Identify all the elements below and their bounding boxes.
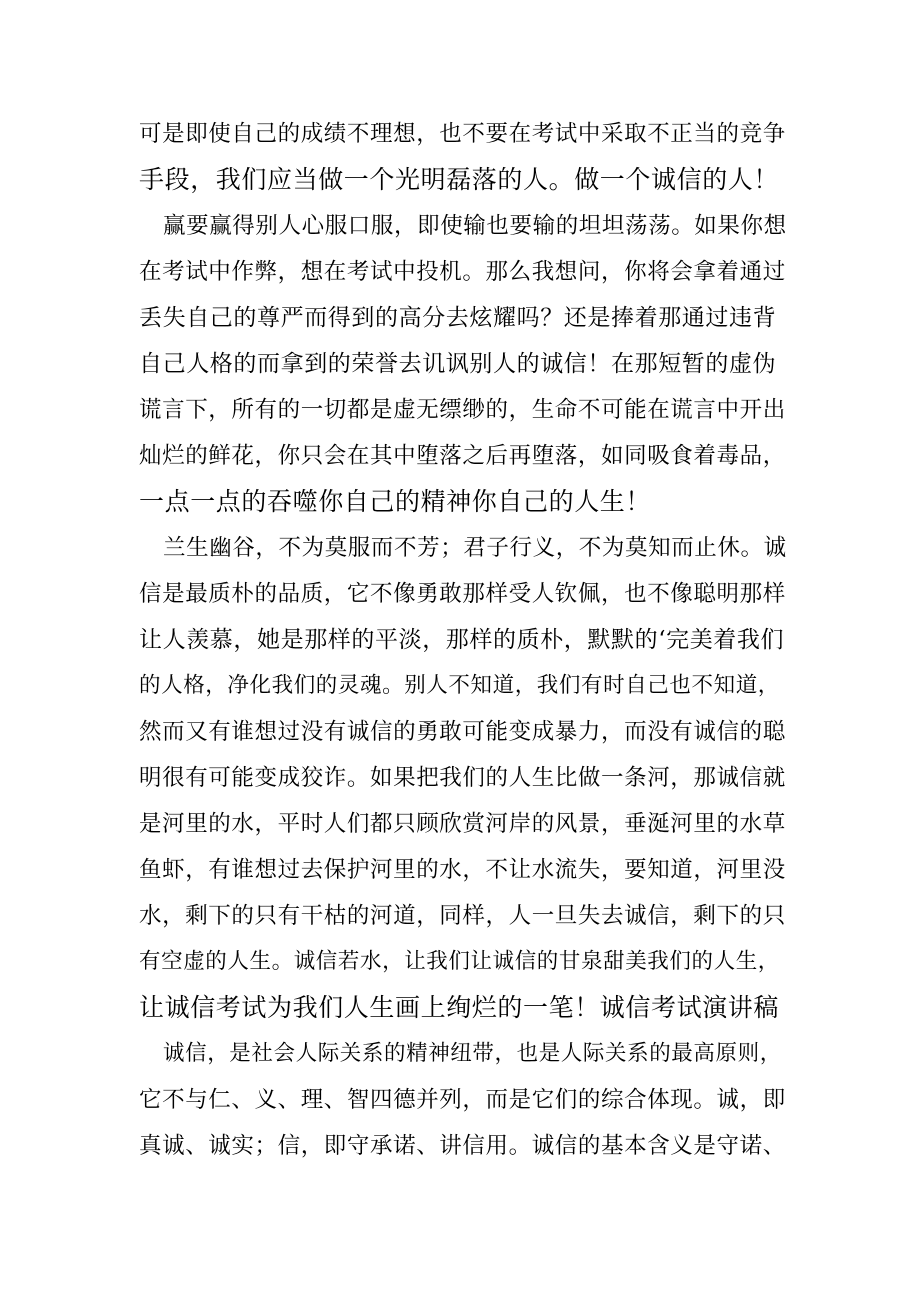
paragraph-start-line: 赢要赢得别人心服口服，即使输也要输的坦坦荡荡。如果你想 xyxy=(163,213,787,239)
text-line: 可是即使自己的成绩不理想，也不要在考试中采取不正当的竞争 xyxy=(139,121,786,147)
paragraph-start-line: 诚信，是社会人际关系的精神纽带，也是人际关系的最高原则， xyxy=(163,1041,782,1066)
text-line: 自己人格的而拿到的荣誉去讥讽别人的诚信！在那短暂的虚伪 xyxy=(139,351,777,377)
text-line: 谎言下，所有的一切都是虚无缥缈的，生命不可能在谎言中开出 xyxy=(139,397,786,423)
text-line: 信是最质朴的品质，它不像勇敢那样受人钦佩，也不像聪明那样 xyxy=(139,581,786,607)
text-line: 是河里的水，平时人们都只顾欣赏河岸的风景，垂涎河里的水草 xyxy=(139,811,786,837)
paragraph-start-line: 兰生幽谷，不为莫服而不芳；君子行义，不为莫知而止休。诚 xyxy=(163,535,787,561)
text-line: 丢失自己的尊严而得到的高分去炫耀吗？还是捧着那通过违背 xyxy=(139,305,777,331)
text-line: 真诚、诚实；信，即守承诺、讲信用。诚信的基本含义是守诺、 xyxy=(139,1133,786,1159)
text-line: 然而又有谁想过没有诚信的勇敢可能变成暴力，而没有诚信的聪 xyxy=(139,719,786,745)
text-line: 灿烂的鲜花，你只会在其中堕落之后再堕落，如同吸食着毒品， xyxy=(139,443,786,469)
text-line: 水，剩下的只有干枯的河道，同样，人一旦失去诚信，剩下的只 xyxy=(139,903,786,929)
text-line: 明很有可能变成狡诈。如果把我们的人生比做一条河，那诚信就 xyxy=(139,765,786,791)
text-line: 让诚信考试为我们人生画上绚烂的一笔！诚信考试演讲稿 xyxy=(139,993,780,1022)
text-line: 让人羡慕，她是那样的平淡，那样的质朴，默默的‘完美着我们 xyxy=(139,627,785,653)
text-line: 有空虚的人生。诚信若水，让我们让诚信的甘泉甜美我们的人生， xyxy=(139,949,780,974)
text-line: 一点一点的吞噬你自己的精神你自己的人生！ xyxy=(139,487,652,516)
text-line: 它不与仁、义、理、智四德并列，而是它们的综合体现。诚，即 xyxy=(139,1087,786,1113)
text-line: 手段，我们应当做一个光明磊落的人。做一个诚信的人！ xyxy=(139,165,780,194)
text-line: 鱼虾，有谁想过去保护河里的水，不让水流失，要知道，河里没 xyxy=(139,857,786,883)
text-line: 的人格，净化我们的灵魂。别人不知道，我们有时自己也不知道， xyxy=(139,673,780,698)
text-line: 在考试中作弊，想在考试中投机。那么我想问，你将会拿着通过 xyxy=(139,259,786,285)
